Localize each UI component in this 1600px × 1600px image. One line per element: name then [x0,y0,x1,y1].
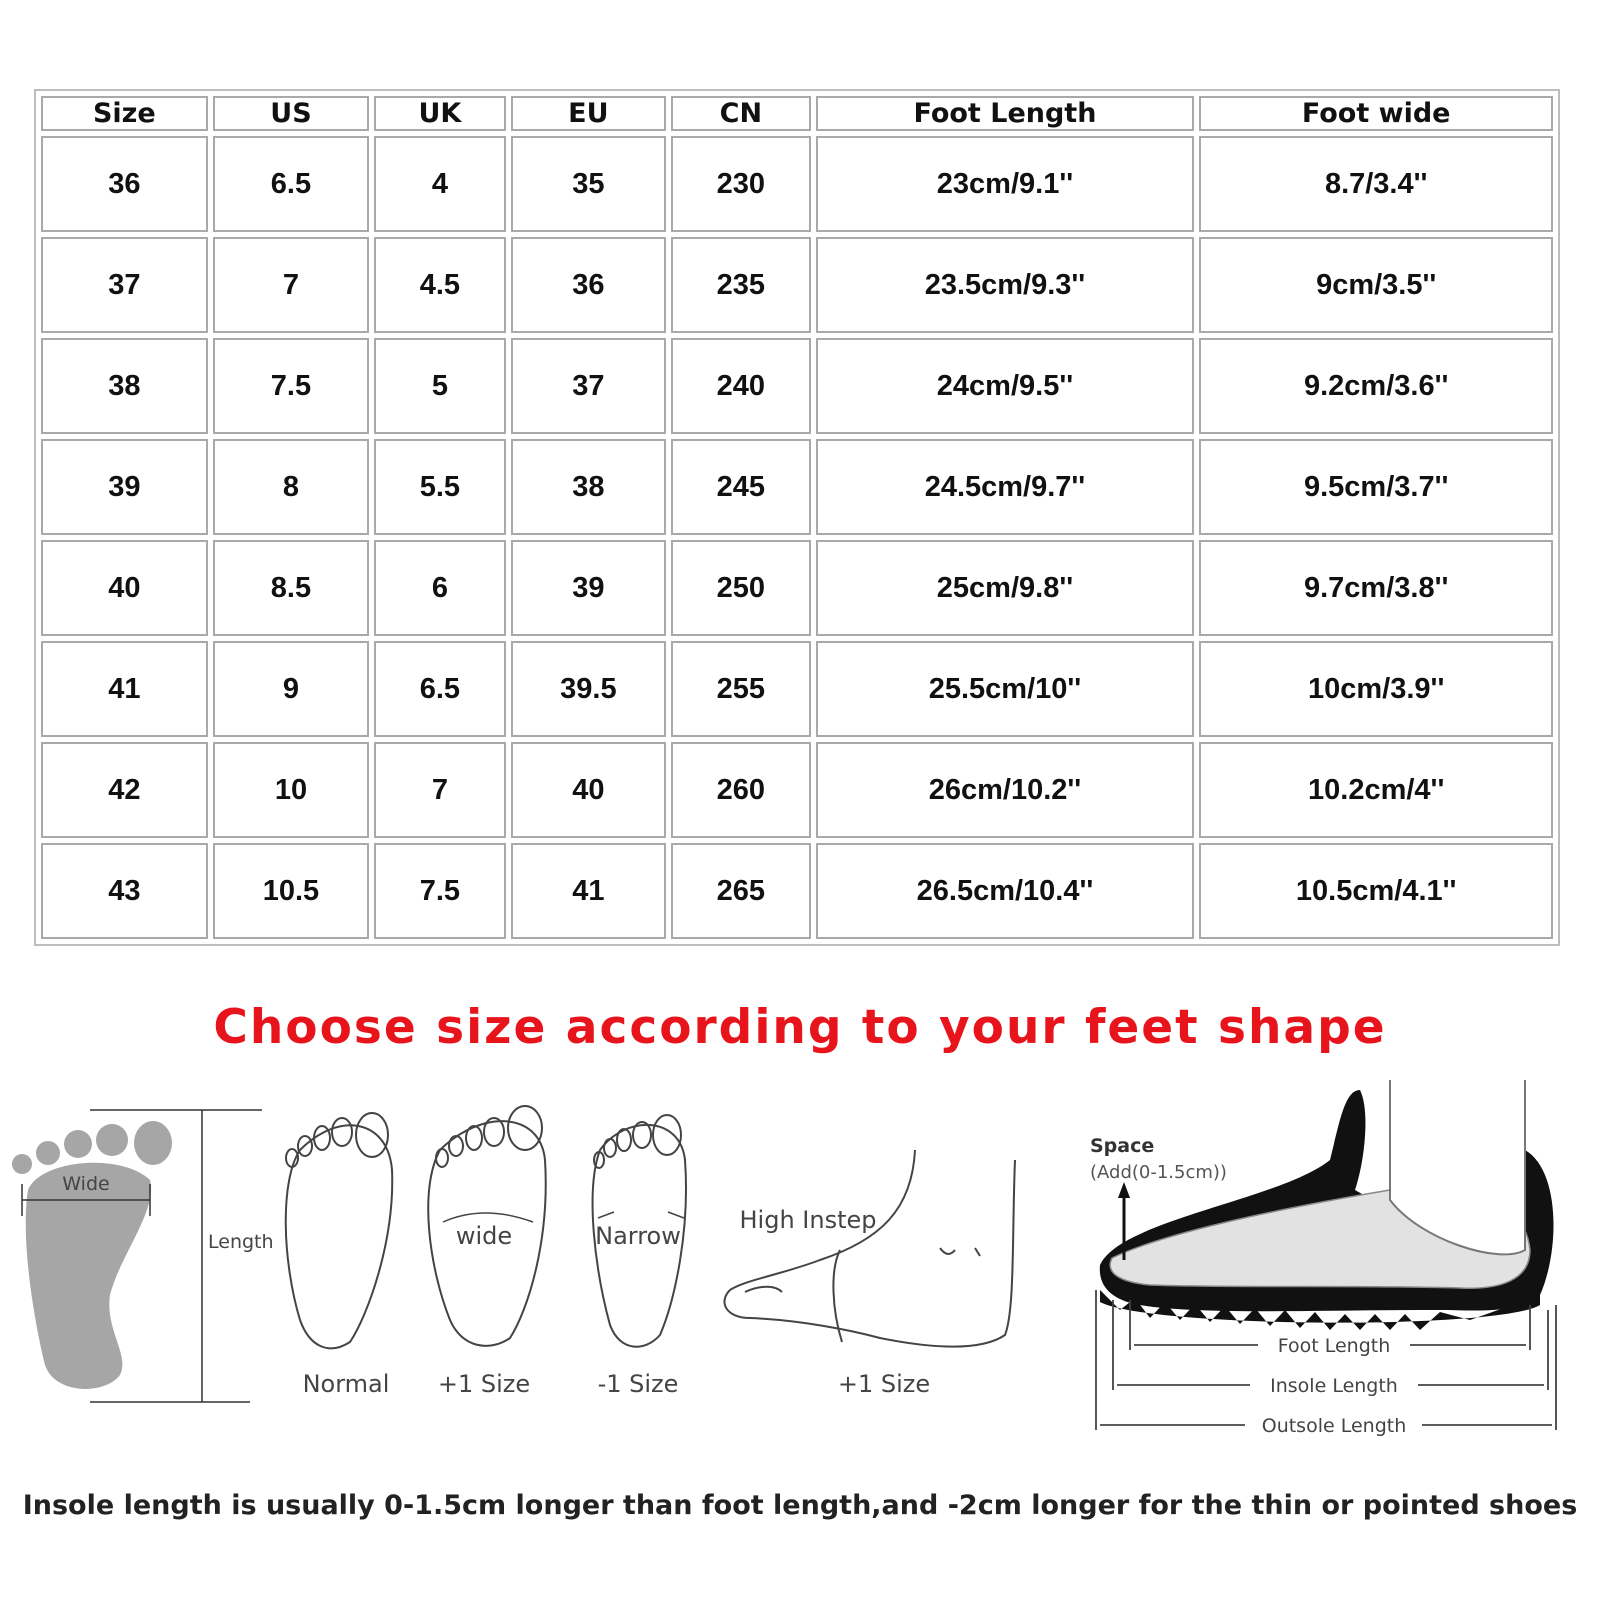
narrow-foot-label: Narrow [595,1222,681,1250]
table-row [41,237,1553,333]
table-row [41,742,1553,838]
cell-size: 43 [41,843,208,939]
cell-cn: 230 [671,136,810,232]
table-row [41,338,1553,434]
cell-size: 41 [41,641,208,737]
normal-caption: Normal [302,1370,390,1398]
cell-eu: 36 [511,237,667,333]
cell-uk: 7.5 [374,843,505,939]
cell-foot-wide: 9.5cm/3.7'' [1199,439,1553,535]
length-label: Length [208,1231,274,1253]
cell-cn: 235 [671,237,810,333]
wide-label: Wide [62,1173,110,1195]
cell-foot-length: 25.5cm/10'' [816,641,1195,737]
cell-size: 39 [41,439,208,535]
cell-eu: 37 [511,338,667,434]
cell-uk: 5 [374,338,505,434]
high-instep-caption: +1 Size [837,1370,931,1398]
cell-us: 10.5 [213,843,370,939]
cell-foot-length: 23cm/9.1'' [816,136,1195,232]
cell-cn: 245 [671,439,810,535]
space-label: Space [1090,1135,1155,1157]
outsole-length-label: Outsole Length [1261,1415,1407,1437]
cell-us: 7.5 [213,338,370,434]
cell-size: 38 [41,338,208,434]
cell-cn: 240 [671,338,810,434]
cell-foot-wide: 10.5cm/4.1'' [1199,843,1553,939]
cell-uk: 4 [374,136,505,232]
cell-foot-length: 26cm/10.2'' [816,742,1195,838]
header-us: US [213,96,370,131]
table-row [41,136,1553,232]
table-row [41,843,1553,939]
page-title: Choose size according to your feet shape [213,1000,1387,1055]
cell-us: 10 [213,742,370,838]
wide-caption: +1 Size [437,1370,531,1398]
cell-us: 7 [213,237,370,333]
cell-size: 36 [41,136,208,232]
cell-uk: 7 [374,742,505,838]
insole-length-label: Insole Length [1270,1375,1398,1397]
cell-foot-length: 24.5cm/9.7'' [816,439,1195,535]
cell-cn: 265 [671,843,810,939]
table-row [41,540,1553,636]
cell-us: 8.5 [213,540,370,636]
cell-eu: 41 [511,843,667,939]
shoe-section-illustration [1100,1080,1554,1330]
cell-foot-wide: 9.2cm/3.6'' [1199,338,1553,434]
cell-foot-wide: 9cm/3.5'' [1199,237,1553,333]
cell-foot-length: 24cm/9.5'' [816,338,1195,434]
cell-eu: 35 [511,136,667,232]
table-header-row [41,96,1553,131]
space-note: (Add(0-1.5cm)) [1090,1162,1227,1183]
table-row [41,641,1553,737]
high-instep-foot-outline [724,1150,1015,1347]
cell-us: 6.5 [213,136,370,232]
insole-note: Insole length is usually 0-1.5cm longer than foot length,and -2cm longer for the thin or pointed shoes [22,1490,1578,1521]
cell-foot-length: 23.5cm/9.3'' [816,237,1195,333]
cell-cn: 250 [671,540,810,636]
cell-foot-wide: 8.7/3.4'' [1199,136,1553,232]
cell-uk: 5.5 [374,439,505,535]
header-foot-length: Foot Length [816,96,1195,131]
cell-foot-length: 26.5cm/10.4'' [816,843,1195,939]
cell-foot-wide: 10.2cm/4'' [1199,742,1553,838]
foot-length-label: Foot Length [1277,1335,1391,1357]
header-size: Size [41,96,208,131]
cell-us: 8 [213,439,370,535]
normal-foot-outline [286,1113,392,1348]
cell-us: 9 [213,641,370,737]
cell-eu: 40 [511,742,667,838]
cell-cn: 255 [671,641,810,737]
cell-eu: 39.5 [511,641,667,737]
cell-cn: 260 [671,742,810,838]
header-foot-wide: Foot wide [1199,96,1553,131]
table-row [41,439,1553,535]
cell-size: 37 [41,237,208,333]
narrow-caption: -1 Size [597,1370,679,1398]
wide-foot-label: wide [455,1222,513,1250]
high-instep-label: High Instep [739,1206,877,1234]
cell-size: 42 [41,742,208,838]
cell-uk: 6.5 [374,641,505,737]
size-chart-table [34,89,1560,946]
cell-foot-wide: 9.7cm/3.8'' [1199,540,1553,636]
cell-eu: 39 [511,540,667,636]
cell-size: 40 [41,540,208,636]
cell-uk: 6 [374,540,505,636]
foot-shape-diagram [0,1080,1600,1460]
header-uk: UK [374,96,505,131]
header-eu: EU [511,96,667,131]
cell-foot-wide: 10cm/3.9'' [1199,641,1553,737]
cell-uk: 4.5 [374,237,505,333]
measured-foot-illustration [12,1110,262,1402]
cell-eu: 38 [511,439,667,535]
cell-foot-length: 25cm/9.8'' [816,540,1195,636]
header-cn: CN [671,96,810,131]
